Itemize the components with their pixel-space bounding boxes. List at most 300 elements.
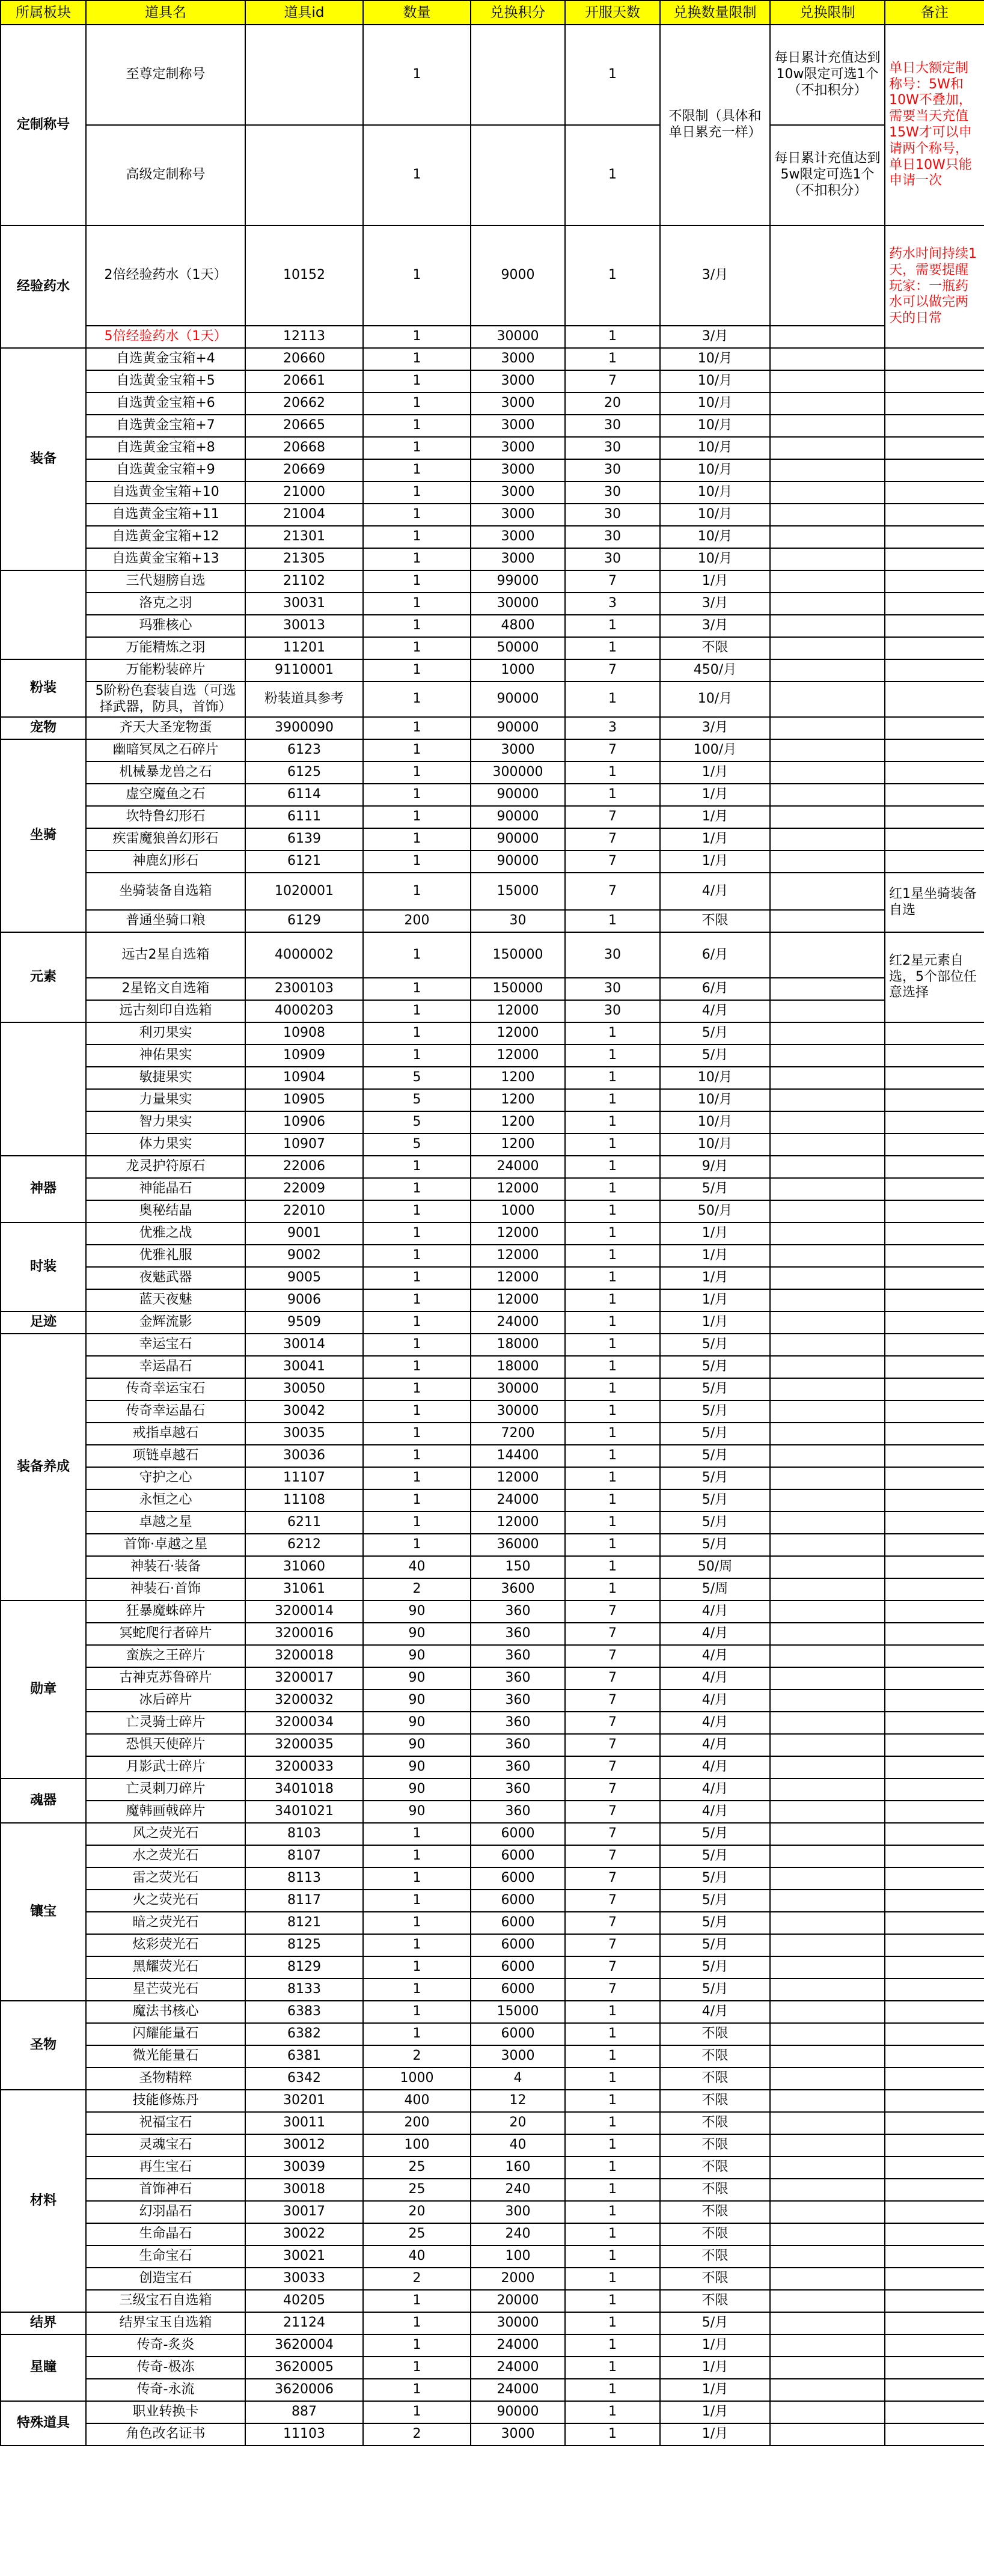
points-cell: 240 <box>471 2223 565 2245</box>
quantity-cell: 1 <box>363 370 471 392</box>
table-row <box>1 2423 984 2446</box>
quantity-limit-cell: 5/月 <box>660 1178 770 1200</box>
server-days-cell: 30 <box>565 1000 660 1022</box>
quantity-cell: 2 <box>363 2268 471 2290</box>
item-id-cell: 31061 <box>245 1578 363 1601</box>
item-name-cell: 玛雅核心 <box>86 615 245 637</box>
section-cell: 坐骑 <box>1 739 86 932</box>
section-cell: 时装 <box>1 1222 86 1311</box>
quantity-cell: 1 <box>363 2023 471 2045</box>
server-days-cell: 1 <box>565 1222 660 1245</box>
item-id-cell: 3200016 <box>245 1623 363 1645</box>
exchange-restriction-cell <box>770 1956 885 1979</box>
server-days-cell: 1 <box>565 2334 660 2357</box>
exchange-restriction-cell <box>770 1089 885 1111</box>
item-name-cell: 三代翅膀自选 <box>86 570 245 593</box>
section-cell: 特殊道具 <box>1 2401 86 2446</box>
item-id-cell: 3401018 <box>245 1778 363 1801</box>
table-row <box>1 125 984 225</box>
points-cell: 1000 <box>471 1200 565 1222</box>
points-cell: 18000 <box>471 1356 565 1378</box>
note-cell <box>885 2423 984 2446</box>
item-name-cell: 坐骑装备自选箱 <box>86 873 245 910</box>
quantity-cell: 90 <box>363 1778 471 1801</box>
exchange-restriction-cell <box>770 2334 885 2357</box>
quantity-cell: 1 <box>363 570 471 593</box>
server-days-cell: 1 <box>565 1111 660 1134</box>
server-days-cell: 7 <box>565 1667 660 1689</box>
table-row <box>1 978 984 1000</box>
item-id-cell <box>245 25 363 125</box>
quantity-cell: 1 <box>363 739 471 762</box>
quantity-limit-cell: 10/月 <box>660 504 770 526</box>
points-cell: 12000 <box>471 1222 565 1245</box>
exchange-restriction-cell <box>770 326 885 348</box>
quantity-cell: 1 <box>363 481 471 504</box>
note-cell <box>885 1134 984 1156</box>
section-cell: 星瞳 <box>1 2334 86 2401</box>
server-days-cell: 3 <box>565 717 660 739</box>
quantity-limit-cell: 3/月 <box>660 225 770 326</box>
quantity-cell: 1 <box>363 2379 471 2401</box>
quantity-limit-cell: 不限 <box>660 910 770 932</box>
exchange-restriction-cell <box>770 2312 885 2334</box>
quantity-limit-cell: 5/月 <box>660 1956 770 1979</box>
section-cell: 神器 <box>1 1156 86 1222</box>
item-id-cell: 3200032 <box>245 1689 363 1712</box>
item-id-cell: 3620005 <box>245 2357 363 2379</box>
table-row <box>1 1712 984 1734</box>
quantity-limit-cell: 10/月 <box>660 392 770 415</box>
quantity-limit-cell: 1/月 <box>660 806 770 828</box>
note-cell <box>885 2201 984 2223</box>
exchange-restriction-cell <box>770 2401 885 2423</box>
item-id-cell: 6111 <box>245 806 363 828</box>
exchange-restriction-cell <box>770 2090 885 2112</box>
exchange-restriction-cell <box>770 1756 885 1778</box>
quantity-limit-cell: 6/月 <box>660 932 770 978</box>
item-id-cell: 3200014 <box>245 1601 363 1623</box>
exchange-restriction-cell <box>770 1378 885 1400</box>
note-cell <box>885 1867 984 1890</box>
quantity-limit-cell: 10/月 <box>660 481 770 504</box>
server-days-cell: 1 <box>565 1067 660 1089</box>
note-cell: 药水时间持续1天，需要提醒玩家：一瓶药水可以做完两天的日常 <box>885 225 984 348</box>
item-name-cell: 疾雷魔狼兽幻形石 <box>86 828 245 850</box>
quantity-cell: 25 <box>363 2179 471 2201</box>
points-cell: 3000 <box>471 739 565 762</box>
quantity-cell: 100 <box>363 2134 471 2156</box>
points-cell: 12000 <box>471 1512 565 1534</box>
header-exchange-restriction: 兑换限制 <box>770 1 885 25</box>
quantity-limit-cell: 10/月 <box>660 548 770 570</box>
item-name-cell: 自选黄金宝箱+10 <box>86 481 245 504</box>
points-cell: 90000 <box>471 850 565 873</box>
note-cell <box>885 615 984 637</box>
quantity-cell: 90 <box>363 1623 471 1645</box>
table-row <box>1 1467 984 1489</box>
server-days-cell: 7 <box>565 570 660 593</box>
server-days-cell: 1 <box>565 25 660 125</box>
server-days-cell: 7 <box>565 1756 660 1778</box>
item-id-cell: 3900090 <box>245 717 363 739</box>
quantity-cell: 1 <box>363 1222 471 1245</box>
server-days-cell: 1 <box>565 784 660 806</box>
quantity-limit-cell: 5/月 <box>660 1489 770 1512</box>
points-cell: 12000 <box>471 1267 565 1289</box>
server-days-cell: 1 <box>565 2090 660 2112</box>
exchange-restriction-cell <box>770 682 885 717</box>
exchange-restriction-cell <box>770 1734 885 1756</box>
exchange-restriction-cell <box>770 2223 885 2245</box>
note-cell <box>885 570 984 593</box>
item-name-cell: 闪耀能量石 <box>86 2023 245 2045</box>
quantity-limit-cell: 1/月 <box>660 2334 770 2357</box>
table-row <box>1 2401 984 2423</box>
quantity-cell: 1 <box>363 1489 471 1512</box>
quantity-cell: 1 <box>363 415 471 437</box>
server-days-cell: 1 <box>565 2357 660 2379</box>
item-id-cell: 887 <box>245 2401 363 2423</box>
item-name-cell: 至尊定制称号 <box>86 25 245 125</box>
item-name-cell: 幸运宝石 <box>86 1334 245 1356</box>
points-cell <box>471 125 565 225</box>
exchange-restriction-cell <box>770 806 885 828</box>
note-cell <box>885 1801 984 1823</box>
item-id-cell: 21000 <box>245 481 363 504</box>
server-days-cell: 1 <box>565 348 660 370</box>
server-days-cell: 1 <box>565 1200 660 1222</box>
quantity-cell: 40 <box>363 1556 471 1578</box>
table-row <box>1 1734 984 1756</box>
points-cell: 100 <box>471 2245 565 2268</box>
quantity-cell: 1 <box>363 717 471 739</box>
server-days-cell: 1 <box>565 2112 660 2134</box>
quantity-limit-cell: 5/月 <box>660 1534 770 1556</box>
server-days-cell: 1 <box>565 1445 660 1467</box>
quantity-limit-cell: 5/月 <box>660 1400 770 1423</box>
note-cell <box>885 2334 984 2357</box>
quantity-cell: 1 <box>363 1400 471 1423</box>
item-name-cell: 自选黄金宝箱+11 <box>86 504 245 526</box>
points-cell: 90000 <box>471 682 565 717</box>
header-quantity: 数量 <box>363 1 471 25</box>
quantity-limit-cell: 5/月 <box>660 1467 770 1489</box>
points-cell: 20000 <box>471 2290 565 2312</box>
quantity-limit-cell: 1/月 <box>660 784 770 806</box>
quantity-limit-cell: 10/月 <box>660 1134 770 1156</box>
quantity-limit-cell: 10/月 <box>660 348 770 370</box>
note-cell <box>885 1934 984 1956</box>
item-id-cell: 21004 <box>245 504 363 526</box>
item-id-cell: 6139 <box>245 828 363 850</box>
server-days-cell: 1 <box>565 1534 660 1556</box>
item-name-cell: 5阶粉色套装自选（可选择武器，防具，首饰） <box>86 682 245 717</box>
points-cell: 12000 <box>471 1022 565 1045</box>
points-cell: 3000 <box>471 392 565 415</box>
item-id-cell: 4000002 <box>245 932 363 978</box>
points-cell: 12000 <box>471 1045 565 1067</box>
points-cell: 3000 <box>471 2423 565 2446</box>
quantity-cell: 1 <box>363 1956 471 1979</box>
exchange-restriction-cell <box>770 1245 885 1267</box>
note-cell <box>885 1178 984 1200</box>
item-name-cell: 首饰·卓越之星 <box>86 1534 245 1556</box>
server-days-cell: 30 <box>565 526 660 548</box>
exchange-restriction-cell <box>770 2134 885 2156</box>
note-cell <box>885 1356 984 1378</box>
quantity-cell: 1 <box>363 682 471 717</box>
quantity-cell: 1 <box>363 2401 471 2423</box>
item-id-cell: 11107 <box>245 1467 363 1489</box>
item-name-cell: 自选黄金宝箱+5 <box>86 370 245 392</box>
points-cell: 24000 <box>471 1311 565 1334</box>
quantity-limit-cell: 1/月 <box>660 1245 770 1267</box>
quantity-limit-cell: 4/月 <box>660 1689 770 1712</box>
quantity-limit-cell: 不限 <box>660 2045 770 2068</box>
quantity-limit-cell: 4/月 <box>660 1712 770 1734</box>
server-days-cell: 7 <box>565 873 660 910</box>
table-row <box>1 348 984 370</box>
quantity-cell: 90 <box>363 1601 471 1623</box>
server-days-cell: 1 <box>565 1045 660 1067</box>
note-cell <box>885 392 984 415</box>
server-days-cell: 1 <box>565 1512 660 1534</box>
table-row <box>1 1601 984 1623</box>
exchange-restriction-cell <box>770 1467 885 1489</box>
note-cell <box>885 1022 984 1045</box>
table-row <box>1 593 984 615</box>
quantity-limit-cell: 5/月 <box>660 1423 770 1445</box>
item-id-cell: 20668 <box>245 437 363 459</box>
quantity-cell: 1 <box>363 1823 471 1845</box>
exchange-restriction-cell <box>770 1912 885 1934</box>
exchange-restriction-cell <box>770 784 885 806</box>
quantity-cell: 1 <box>363 593 471 615</box>
quantity-limit-cell: 1/月 <box>660 1222 770 1245</box>
note-cell <box>885 2134 984 2156</box>
exchange-restriction-cell <box>770 615 885 637</box>
points-cell: 150000 <box>471 932 565 978</box>
note-cell <box>885 2156 984 2179</box>
table-row <box>1 2068 984 2090</box>
item-id-cell: 3401021 <box>245 1801 363 1823</box>
note-cell <box>885 370 984 392</box>
item-name-cell: 微光能量石 <box>86 2045 245 2068</box>
exchange-restriction-cell <box>770 1689 885 1712</box>
item-id-cell: 30017 <box>245 2201 363 2223</box>
quantity-limit-cell: 5/月 <box>660 1334 770 1356</box>
server-days-cell: 1 <box>565 2134 660 2156</box>
item-id-cell: 30022 <box>245 2223 363 2245</box>
item-name-cell: 蓝天夜魅 <box>86 1289 245 1311</box>
section-cell: 定制称号 <box>1 25 86 225</box>
note-cell <box>885 2223 984 2245</box>
exchange-restriction-cell <box>770 739 885 762</box>
quantity-cell: 1 <box>363 615 471 637</box>
note-cell <box>885 1156 984 1178</box>
quantity-cell: 1 <box>363 2334 471 2357</box>
quantity-limit-cell: 10/月 <box>660 415 770 437</box>
exchange-restriction-cell <box>770 1534 885 1556</box>
note-cell <box>885 1734 984 1756</box>
table-row <box>1 392 984 415</box>
points-cell: 360 <box>471 1734 565 1756</box>
quantity-cell: 1 <box>363 1289 471 1311</box>
item-name-cell: 项链卓越石 <box>86 1445 245 1467</box>
table-row <box>1 570 984 593</box>
server-days-cell: 1 <box>565 2023 660 2045</box>
quantity-cell: 20 <box>363 2201 471 2223</box>
item-name-cell: 优雅之战 <box>86 1222 245 1245</box>
item-id-cell: 10908 <box>245 1022 363 1045</box>
item-name-cell: 万能精炼之羽 <box>86 637 245 659</box>
note-cell <box>885 1712 984 1734</box>
item-id-cell: 20661 <box>245 370 363 392</box>
item-name-cell: 再生宝石 <box>86 2156 245 2179</box>
points-cell: 6000 <box>471 1823 565 1845</box>
item-id-cell: 6129 <box>245 910 363 932</box>
note-cell <box>885 1756 984 1778</box>
item-id-cell: 3200034 <box>245 1712 363 1734</box>
item-id-cell: 30012 <box>245 2134 363 2156</box>
exchange-restriction-cell <box>770 1111 885 1134</box>
item-name-cell: 蛮族之王碎片 <box>86 1645 245 1667</box>
item-name-cell: 幻羽晶石 <box>86 2201 245 2223</box>
quantity-cell: 200 <box>363 910 471 932</box>
table-row <box>1 1423 984 1445</box>
item-name-cell: 结界宝玉自选箱 <box>86 2312 245 2334</box>
item-id-cell: 21102 <box>245 570 363 593</box>
item-name-cell: 亡灵刺刀碎片 <box>86 1778 245 1801</box>
item-id-cell: 6382 <box>245 2023 363 2045</box>
item-name-cell: 自选黄金宝箱+4 <box>86 348 245 370</box>
item-id-cell: 8133 <box>245 1979 363 2001</box>
quantity-limit-cell: 10/月 <box>660 526 770 548</box>
points-cell: 300000 <box>471 762 565 784</box>
item-id-cell: 8107 <box>245 1845 363 1867</box>
exchange-restriction-cell <box>770 548 885 570</box>
points-cell: 30000 <box>471 326 565 348</box>
quantity-limit-cell: 5/月 <box>660 1845 770 1867</box>
exchange-restriction-cell: 每日累计充值达到10w限定可选1个（不扣积分） <box>770 25 885 125</box>
server-days-cell: 7 <box>565 370 660 392</box>
quantity-limit-cell: 4/月 <box>660 1734 770 1756</box>
quantity-limit-cell: 5/月 <box>660 1378 770 1400</box>
points-cell: 24000 <box>471 1489 565 1512</box>
section-cell: 粉装 <box>1 659 86 717</box>
quantity-cell: 1 <box>363 1200 471 1222</box>
exchange-restriction-cell <box>770 459 885 481</box>
note-cell <box>885 1667 984 1689</box>
server-days-cell: 1 <box>565 2401 660 2423</box>
server-days-cell: 7 <box>565 1689 660 1712</box>
exchange-restriction-cell <box>770 1178 885 1200</box>
quantity-limit-cell: 1/月 <box>660 2357 770 2379</box>
item-name-cell: 月影武士碎片 <box>86 1756 245 1778</box>
note-cell <box>885 1845 984 1867</box>
section-cell: 装备养成 <box>1 1334 86 1601</box>
quantity-cell: 1 <box>363 504 471 526</box>
item-id-cell: 6381 <box>245 2045 363 2068</box>
table-row <box>1 1489 984 1512</box>
points-cell: 40 <box>471 2134 565 2156</box>
quantity-limit-cell: 4/月 <box>660 1645 770 1667</box>
quantity-cell: 5 <box>363 1134 471 1156</box>
note-cell <box>885 739 984 762</box>
note-cell <box>885 1400 984 1423</box>
points-cell: 2000 <box>471 2268 565 2290</box>
quantity-limit-cell: 1/月 <box>660 1267 770 1289</box>
server-days-cell: 7 <box>565 1912 660 1934</box>
table-row <box>1 1400 984 1423</box>
quantity-cell: 1 <box>363 1890 471 1912</box>
table-row <box>1 1222 984 1245</box>
quantity-limit-cell: 10/月 <box>660 437 770 459</box>
exchange-restriction-cell <box>770 1489 885 1512</box>
item-id-cell: 8129 <box>245 1956 363 1979</box>
points-cell: 99000 <box>471 570 565 593</box>
note-cell <box>885 1956 984 1979</box>
table-row <box>1 415 984 437</box>
table-row <box>1 2112 984 2134</box>
item-id-cell: 粉装道具参考 <box>245 682 363 717</box>
quantity-cell: 1 <box>363 459 471 481</box>
quantity-cell: 1 <box>363 1934 471 1956</box>
quantity-cell: 1 <box>363 784 471 806</box>
quantity-limit-cell: 1/月 <box>660 1311 770 1334</box>
item-name-cell: 普通坐骑口粮 <box>86 910 245 932</box>
points-cell: 90000 <box>471 806 565 828</box>
header-row <box>1 1 984 25</box>
table-row <box>1 1912 984 1934</box>
section-cell: 结界 <box>1 2312 86 2334</box>
item-name-cell: 魔法书核心 <box>86 2001 245 2023</box>
table-row <box>1 1089 984 1111</box>
server-days-cell: 1 <box>565 326 660 348</box>
points-cell: 12000 <box>471 1000 565 1022</box>
points-cell: 3000 <box>471 548 565 570</box>
table-row <box>1 2023 984 2045</box>
quantity-limit-cell: 4/月 <box>660 1778 770 1801</box>
item-id-cell: 9002 <box>245 1245 363 1267</box>
table-row <box>1 2268 984 2290</box>
item-name-cell: 自选黄金宝箱+9 <box>86 459 245 481</box>
exchange-restriction-cell <box>770 437 885 459</box>
item-id-cell: 30021 <box>245 2245 363 2268</box>
quantity-limit-cell: 不限 <box>660 2134 770 2156</box>
table-row <box>1 1067 984 1089</box>
exchange-restriction-cell <box>770 570 885 593</box>
points-cell: 360 <box>471 1689 565 1712</box>
note-cell <box>885 2379 984 2401</box>
table-row <box>1 2379 984 2401</box>
header-quantity-limit: 兑换数量限制 <box>660 1 770 25</box>
points-cell: 360 <box>471 1756 565 1778</box>
quantity-limit-cell: 3/月 <box>660 326 770 348</box>
exchange-restriction-cell <box>770 1022 885 1045</box>
item-name-cell: 优雅礼服 <box>86 1245 245 1267</box>
exchange-restriction-cell <box>770 2379 885 2401</box>
table-row <box>1 1534 984 1556</box>
points-cell: 12 <box>471 2090 565 2112</box>
note-cell <box>885 504 984 526</box>
server-days-cell: 1 <box>565 2045 660 2068</box>
quantity-cell: 1 <box>363 1378 471 1400</box>
table-row <box>1 637 984 659</box>
exchange-restriction-cell <box>770 392 885 415</box>
exchange-restriction-cell <box>770 1934 885 1956</box>
